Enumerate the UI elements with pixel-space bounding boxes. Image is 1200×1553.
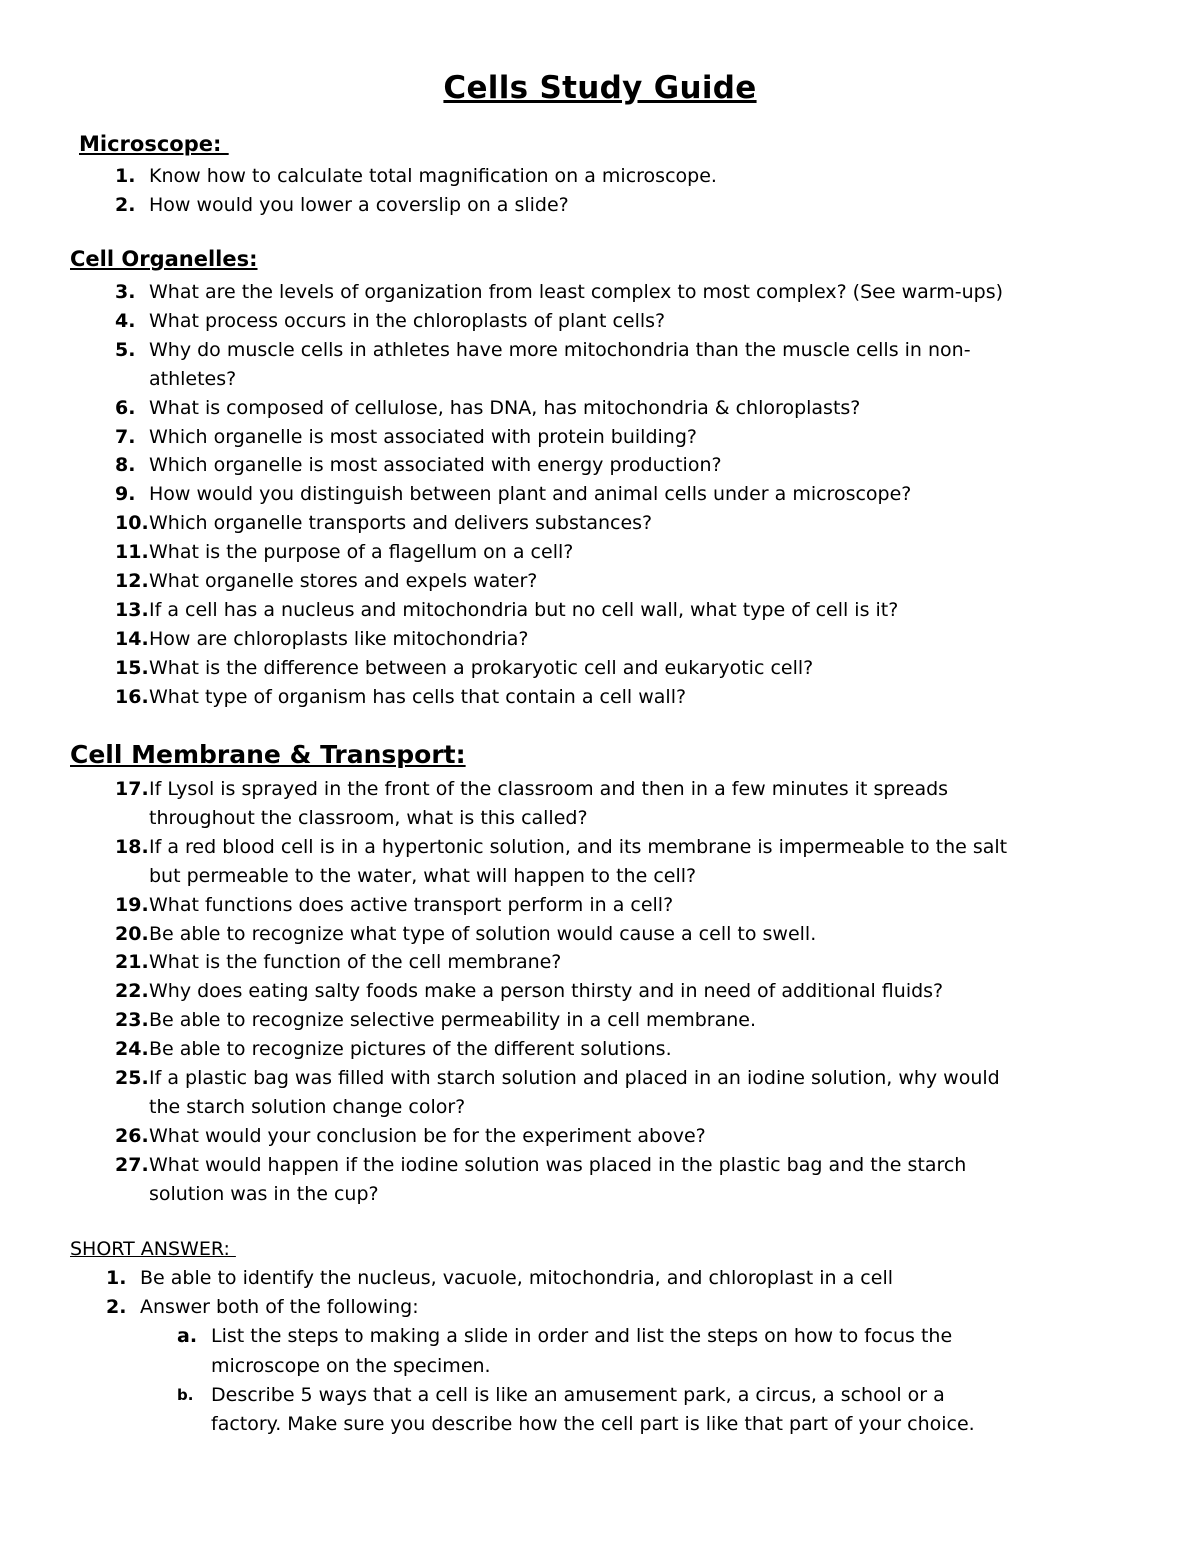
list-item — [70, 683, 1003, 712]
list-item — [70, 625, 1003, 654]
list-item — [70, 1064, 1007, 1122]
sub-item-text: List the steps to making a slide in order and list the steps on how to focus the microscope on the specimen. — [211, 1325, 953, 1377]
question-number: 21. — [115, 951, 149, 974]
question-number: 15. — [115, 656, 149, 679]
list-item — [70, 509, 1003, 538]
question-text: What is the purpose of a flagellum on a cell? — [149, 541, 574, 564]
question-text: What would happen if the iodine solution was placed in the plastic bag and the starch solution was in the cup? — [149, 1153, 967, 1205]
question-number: 8. — [115, 454, 136, 477]
question-number: 24. — [115, 1038, 149, 1061]
list-item — [70, 1264, 975, 1293]
question-text: What organelle stores and expels water? — [149, 570, 538, 593]
question-text: If a plastic bag was filled with starch solution and placed in an iodine solution, why would the starch solution change color? — [149, 1067, 1000, 1118]
question-number: 14. — [115, 627, 149, 650]
question-text: If a cell has a nucleus and mitochondria but no cell wall, what type of cell is it? — [149, 598, 899, 621]
sub-item-text: Describe 5 ways that a cell is like an amusement park, a circus, a school or a factory. Make sure you describe how the cell part is like that part of your choice. — [211, 1383, 975, 1436]
organelles-question-list — [70, 278, 1003, 712]
question-text: How are chloroplasts like mitochondria? — [149, 627, 529, 650]
question-text: Answer both of the following: — [140, 1296, 419, 1319]
short-answer-list — [70, 1264, 975, 1439]
list-item — [70, 1122, 1007, 1151]
question-text: Which organelle is most associated with protein building? — [149, 425, 697, 448]
list-item — [70, 162, 717, 191]
question-text: What is the difference between a prokaryotic cell and eukaryotic cell? — [149, 656, 814, 679]
question-text: Be able to identify the nucleus, vacuole, mitochondria, and chloroplast in a cell — [140, 1267, 894, 1289]
question-text: What are the levels of organization from least complex to most complex? (See warm-ups) — [149, 281, 1004, 303]
question-number: 10. — [115, 512, 149, 535]
question-text: Which organelle is most associated with energy production? — [149, 454, 722, 477]
list-item — [70, 1151, 1007, 1209]
list-item — [70, 336, 1003, 394]
question-text: How would you distinguish between plant and animal cells under a microscope? — [149, 483, 912, 506]
question-text: What functions does active transport perform in a cell? — [149, 893, 674, 916]
question-number: 4. — [115, 309, 136, 332]
question-text: What would your conclusion be for the experiment above? — [149, 1124, 706, 1147]
list-item — [70, 891, 1007, 920]
list-item — [70, 1293, 975, 1439]
list-item — [70, 423, 1003, 452]
question-text: Why do muscle cells in athletes have more mitochondria than the muscle cells in non- athletes? — [149, 338, 971, 390]
section-heading-organelles: Cell Organelles: — [70, 247, 258, 271]
sub-item-letter: b. — [177, 1385, 194, 1404]
question-number: 18. — [115, 835, 149, 858]
short-answer-sub-list — [140, 1322, 975, 1439]
question-number: 20. — [115, 922, 149, 945]
list-item — [70, 451, 1003, 480]
list-item — [70, 775, 1007, 833]
membrane-question-list — [70, 775, 1007, 1209]
question-number: 1. — [106, 1267, 127, 1289]
list-item — [140, 1381, 975, 1439]
question-text: How would you lower a coverslip on a slide? — [149, 193, 569, 216]
list-item — [70, 191, 717, 220]
microscope-question-list — [70, 162, 717, 220]
section-heading-membrane: Cell Membrane & Transport: — [70, 740, 466, 769]
question-number: 3. — [115, 281, 136, 303]
question-text: What is the function of the cell membrane? — [149, 951, 562, 974]
question-number: 17. — [115, 778, 149, 800]
question-text: What process occurs in the chloroplasts of plant cells? — [149, 309, 666, 332]
list-item — [70, 833, 1007, 891]
question-number: 26. — [115, 1124, 149, 1147]
page-title: Cells Study Guide — [443, 70, 757, 106]
question-number: 2. — [115, 193, 136, 216]
question-text: What is composed of cellulose, has DNA, has mitochondria & chloroplasts? — [149, 396, 861, 419]
question-number: 7. — [115, 425, 136, 448]
question-number: 9. — [115, 483, 136, 506]
question-text: Be able to recognize selective permeability in a cell membrane. — [149, 1009, 756, 1032]
list-item — [140, 1322, 975, 1380]
list-item — [70, 1006, 1007, 1035]
section-heading-microscope: Microscope: — [79, 132, 229, 156]
question-number: 19. — [115, 893, 149, 916]
question-number: 11. — [115, 541, 149, 564]
list-item — [70, 278, 1003, 307]
list-item — [70, 480, 1003, 509]
question-number: 6. — [115, 396, 136, 419]
question-text: If a red blood cell is in a hypertonic solution, and its membrane is impermeable to the salt but permeable to the water, what will happen to the cell? — [149, 835, 1008, 887]
question-number: 12. — [115, 570, 149, 593]
question-number: 22. — [115, 980, 149, 1003]
list-item — [70, 920, 1007, 949]
question-number: 1. — [115, 165, 136, 187]
question-number: 27. — [115, 1153, 149, 1176]
section-heading-short-answer: SHORT ANSWER: — [70, 1238, 236, 1260]
question-number: 25. — [115, 1067, 149, 1090]
question-number: 13. — [115, 598, 149, 621]
question-text: Be able to recognize pictures of the different solutions. — [149, 1038, 672, 1061]
question-text: What type of organism has cells that contain a cell wall? — [149, 685, 687, 708]
list-item — [70, 977, 1007, 1006]
question-number: 2. — [106, 1296, 127, 1319]
question-text: Why does eating salty foods make a person thirsty and in need of additional fluids? — [149, 980, 944, 1003]
question-number: 23. — [115, 1009, 149, 1032]
question-text: Which organelle transports and delivers substances? — [149, 512, 653, 535]
list-item — [70, 567, 1003, 596]
question-number: 5. — [115, 338, 136, 361]
list-item — [70, 654, 1003, 683]
question-text: Be able to recognize what type of solution would cause a cell to swell. — [149, 922, 817, 945]
question-text: If Lysol is sprayed in the front of the classroom and then in a few minutes it spreads throughout the classroom, what is this called? — [149, 778, 949, 829]
list-item — [70, 307, 1003, 336]
sub-item-letter: a. — [177, 1325, 198, 1348]
list-item — [70, 538, 1003, 567]
question-text: Know how to calculate total magnification on a microscope. — [149, 165, 717, 187]
list-item — [70, 394, 1003, 423]
question-number: 16. — [115, 685, 149, 708]
list-item — [70, 1035, 1007, 1064]
list-item — [70, 948, 1007, 977]
list-item — [70, 596, 1003, 625]
